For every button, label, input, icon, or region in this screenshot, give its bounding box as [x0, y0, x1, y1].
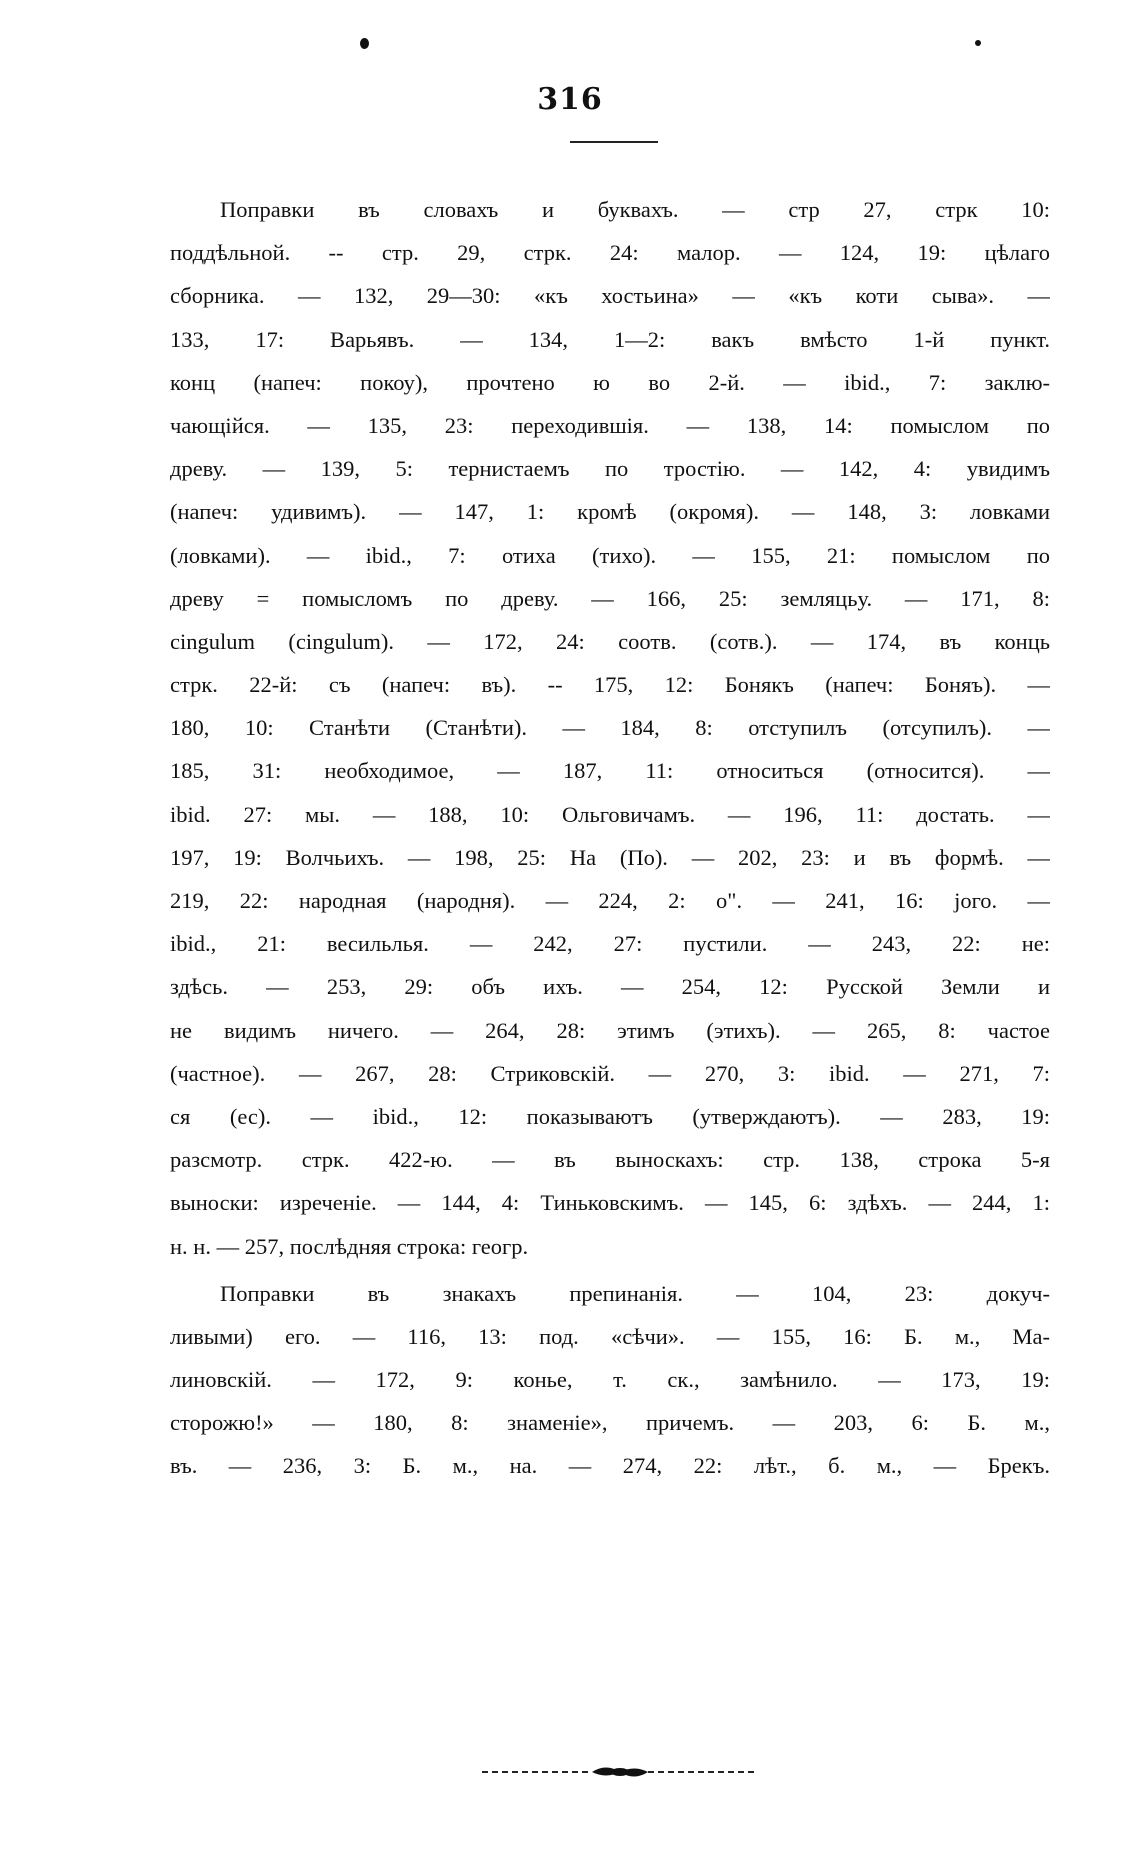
text-line: линовскій. — 172, 9: конье, т. ск., замѣнило. — 173, 19:	[170, 1367, 1050, 1393]
text-line: здѣсь. — 253, 29: объ ихъ. — 254, 12: Русской Земли и	[170, 974, 1050, 1000]
ink-speck	[360, 38, 369, 49]
text-line: разсмотр. стрк. 422-ю. — въ выноскахъ: стр. 138, строка 5-я	[170, 1147, 1050, 1173]
text-line: стрк. 22-й: съ (напеч: въ). -- 175, 12: Бонякъ (напеч: Боняъ). —	[170, 672, 1050, 698]
text-line: 185, 31: необходимое, — 187, 11: относиться (относится). —	[170, 758, 1050, 784]
text-line: Поправки въ словахъ и буквахъ. — стр 27, стрк 10:	[220, 197, 1050, 222]
text-line: ibid. 27: мы. — 188, 10: Ольговичамъ. — 196, 11: достать. —	[170, 801, 1050, 827]
text-line: ливыми) его. — 116, 13: под. «сѣчи». — 155, 16: Б. м., Ма-	[170, 1323, 1050, 1349]
text-line: (напеч: удивимъ). — 147, 1: кромѣ (окромя). — 148, 3: ловками	[170, 499, 1050, 525]
text-line: выноски: изреченіе. — 144, 4: Тиньковскимъ. — 145, 6: здѣхъ. — 244, 1:	[170, 1190, 1050, 1216]
errata-paragraph-words	[170, 188, 1050, 1268]
text-line: (частное). — 267, 28: Стриковскій. — 270, 3: ibid. — 271, 7:	[170, 1060, 1050, 1086]
text-line: 197, 19: Волчьихъ. — 198, 25: На (По). — 202, 23: и въ формѣ. —	[170, 844, 1050, 870]
text-line: Поправки въ знакахъ препинанія. — 104, 23: докуч-	[220, 1280, 1050, 1306]
text-line: 219, 22: народная (народня). — 224, 2: о". — 241, 16: jого. —	[170, 888, 1050, 913]
text-line: сборника. — 132, 29—30: «къ хостьина» — «къ коти сыва». —	[170, 283, 1050, 309]
text-line: конц (напеч: покоу), прочтено ю во 2-й. — ibid., 7: заклю-	[170, 369, 1050, 395]
text-line: н. н. — 257, послѣдняя строка: геогр.	[170, 1233, 529, 1259]
text-line: древу = помысломъ по древу. — 166, 25: земляцьу. — 171, 8:	[170, 585, 1050, 611]
errata-text	[170, 188, 1050, 1488]
text-line: ibid., 21: весильлья. — 242, 27: пустили. — 243, 22: не:	[170, 931, 1050, 957]
page-number-underline	[570, 141, 658, 143]
text-line: ся (ес). — ibid., 12: показываютъ (утверждаютъ). — 283, 19:	[170, 1103, 1050, 1129]
text-line: древу. — 139, 5: тернистаемъ по тростію. — 142, 4: увидимъ	[170, 456, 1050, 482]
text-line: въ. — 236, 3: Б. м., на. — 274, 22: лѣт., б. м., — Брекъ.	[170, 1453, 1050, 1479]
text-line: cingulum (cingulum). — 172, 24: соотв. (сотв.). — 174, въ конць	[170, 628, 1050, 654]
text-line: не видимъ ничего. — 264, 28: этимъ (этихъ). — 265, 8: частое	[170, 1017, 1050, 1043]
text-line: (ловками). — ibid., 7: отиха (тихо). — 155, 21: помыслом по	[170, 542, 1050, 568]
text-line: чающійся. — 135, 23: переходившія. — 138, 14: помыслом по	[170, 412, 1050, 438]
end-ornament	[480, 1762, 760, 1782]
text-line: 133, 17: Варьявъ. — 134, 1—2: вакъ вмѣсто 1-й пункт.	[170, 326, 1050, 352]
text-line: сторожю!» — 180, 8: знаменіе», причемъ. — 203, 6: Б. м.,	[170, 1410, 1050, 1436]
text-line: поддѣльной. -- стр. 29, стрк. 24: малор. — 124, 19: цѣлаго	[170, 240, 1050, 266]
text-line: 180, 10: Станѣти (Станѣти). — 184, 8: отступилъ (отсупилъ). —	[170, 715, 1050, 741]
ink-speck	[975, 40, 981, 46]
page-number: 316	[537, 82, 603, 117]
errata-paragraph-punctuation	[170, 1272, 1050, 1488]
